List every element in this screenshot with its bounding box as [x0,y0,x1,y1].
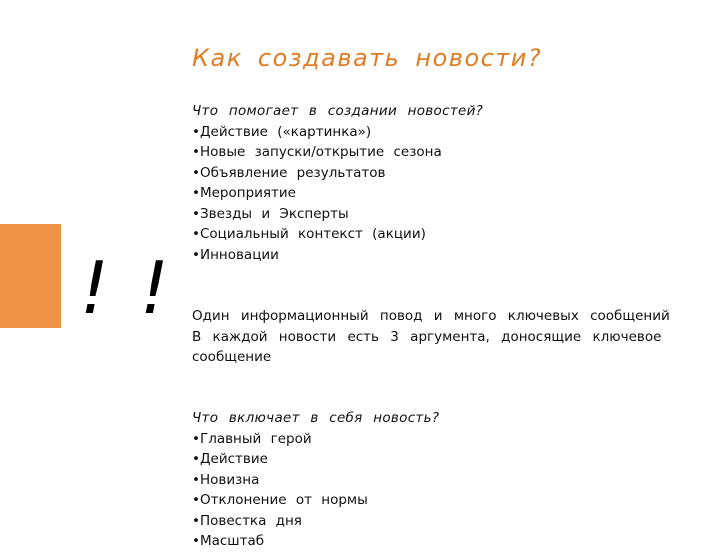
list-item: • Повестка дня [192,511,439,532]
key-message-line-2: В каждой новости есть 3 аргумента, доносящие ключевое сообщение [192,328,662,365]
list-item: • Социальный контекст (акции) [192,224,483,245]
key-message-line-1: Один информационный повод и много ключевых сообщений [192,308,670,324]
help-section-heading: Что помогает в создании новостей? [192,103,484,119]
list-item: • Масштаб [192,531,439,552]
list-item: • Инновации [192,245,483,266]
exclamation-mark-1: ! [80,246,109,330]
list-item: • Новые запуски/открытие сезона [192,142,483,163]
list-item: • Новизна [192,470,439,491]
includes-list [192,429,439,552]
list-item: • Звезды и Эксперты [192,204,483,225]
help-list [192,122,483,266]
exclamation-mark-2: ! [140,246,169,330]
help-section [192,101,483,265]
list-item: • Главный герой [192,429,439,450]
list-item: • Действие [192,449,439,470]
list-item: • Действие («картинка») [192,122,483,143]
list-item: • Объявление результатов [192,163,483,184]
list-item: • Мероприятие [192,183,483,204]
key-message-section [192,306,682,368]
includes-section [192,408,439,552]
orange-accent-block [0,224,61,328]
includes-section-heading: Что включает в себя новость? [192,410,440,426]
slide-title: Как создавать новости? [192,44,543,72]
list-item: • Отклонение от нормы [192,490,439,511]
